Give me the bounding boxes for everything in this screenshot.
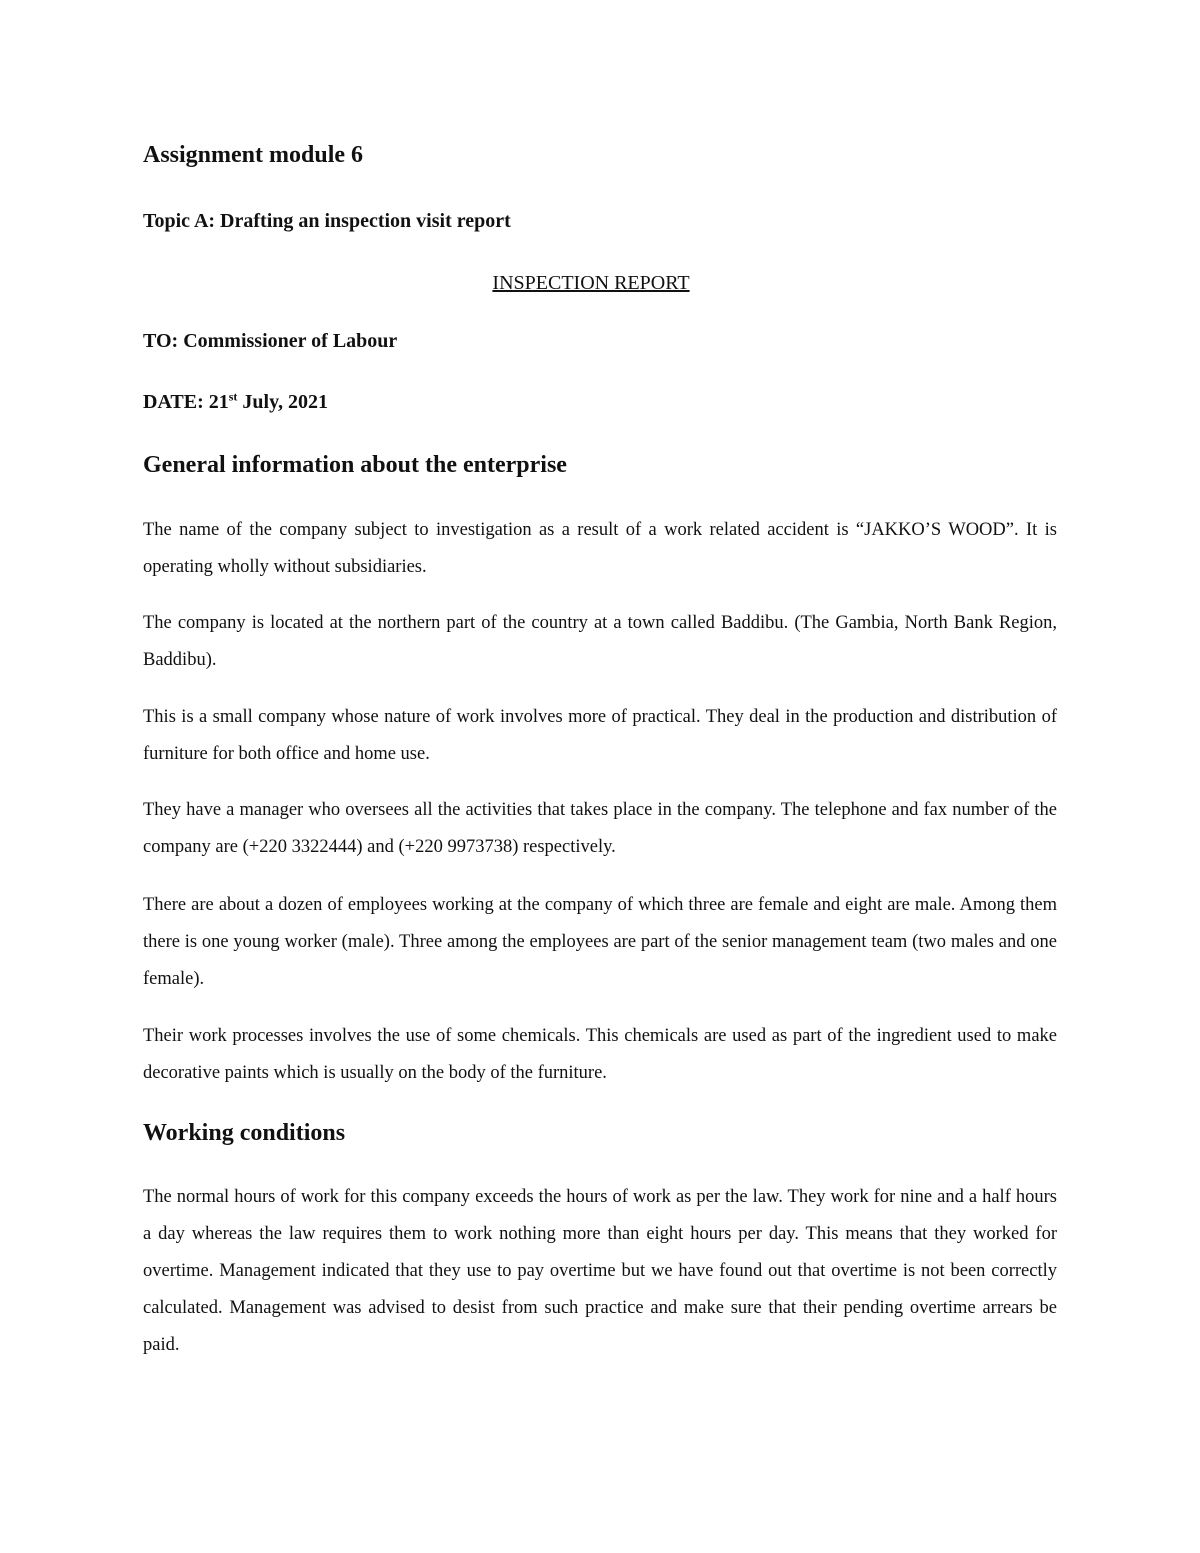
topic-line: Topic A: Drafting an inspection visit report <box>143 210 511 232</box>
paragraph-working-hours: The normal hours of work for this company exceeds the hours of work as per the law. They work for nine and a half hours a day whereas the law requires them to work nothing more than eight hours per day. This means that they worked for overtime. Management indicated that they use to pay overtime but we have found out that overtime is not been correctly calculated. Management was advised to desist from such practice and make sure that their pending overtime arrears be paid. <box>143 1187 1057 1355</box>
report-heading <box>143 272 1057 295</box>
paragraph-company-location: The company is located at the northern part of the country at a town called Baddibu. (The Gambia, North Bank Region, Baddibu). <box>143 613 1057 670</box>
paragraph-contact-details: They have a manager who oversees all the activities that takes place in the company. The telephone and fax number of the company are (+220 3322444) and (+220 9973738) respectively. <box>143 800 1057 857</box>
paragraph-nature-of-work: This is a small company whose nature of work involves more of practical. They deal in the production and distribution of furniture for both office and home use. <box>143 707 1057 764</box>
date-line <box>143 391 328 414</box>
paragraph-employees: There are about a dozen of employees working at the company of which three are female and eight are male. Among them there is one young worker (male). Three among the employees are part of the senior management team (two males and one female). <box>143 895 1057 989</box>
report-heading-text: INSPECTION REPORT <box>492 272 690 294</box>
date-ordinal: st <box>228 389 238 404</box>
document-title: Assignment module 6 <box>143 142 364 168</box>
paragraph-chemicals: Their work processes involves the use of some chemicals. This chemicals are used as part of the ingredient used to make decorative paints which is usually on the body of the furniture. <box>143 1026 1057 1083</box>
section-heading-general-information: General information about the enterprise <box>143 452 567 478</box>
date-suffix: July, 2021 <box>237 391 328 413</box>
section-heading-working-conditions: Working conditions <box>143 1120 346 1146</box>
paragraph-company-name: The name of the company subject to investigation as a result of a work related accident is “JAKKO’S WOOD”. It is operating wholly without subsidiaries. <box>143 520 1057 577</box>
date-prefix: DATE: 21 <box>143 391 229 413</box>
recipient-line: TO: Commissioner of Labour <box>143 330 398 352</box>
